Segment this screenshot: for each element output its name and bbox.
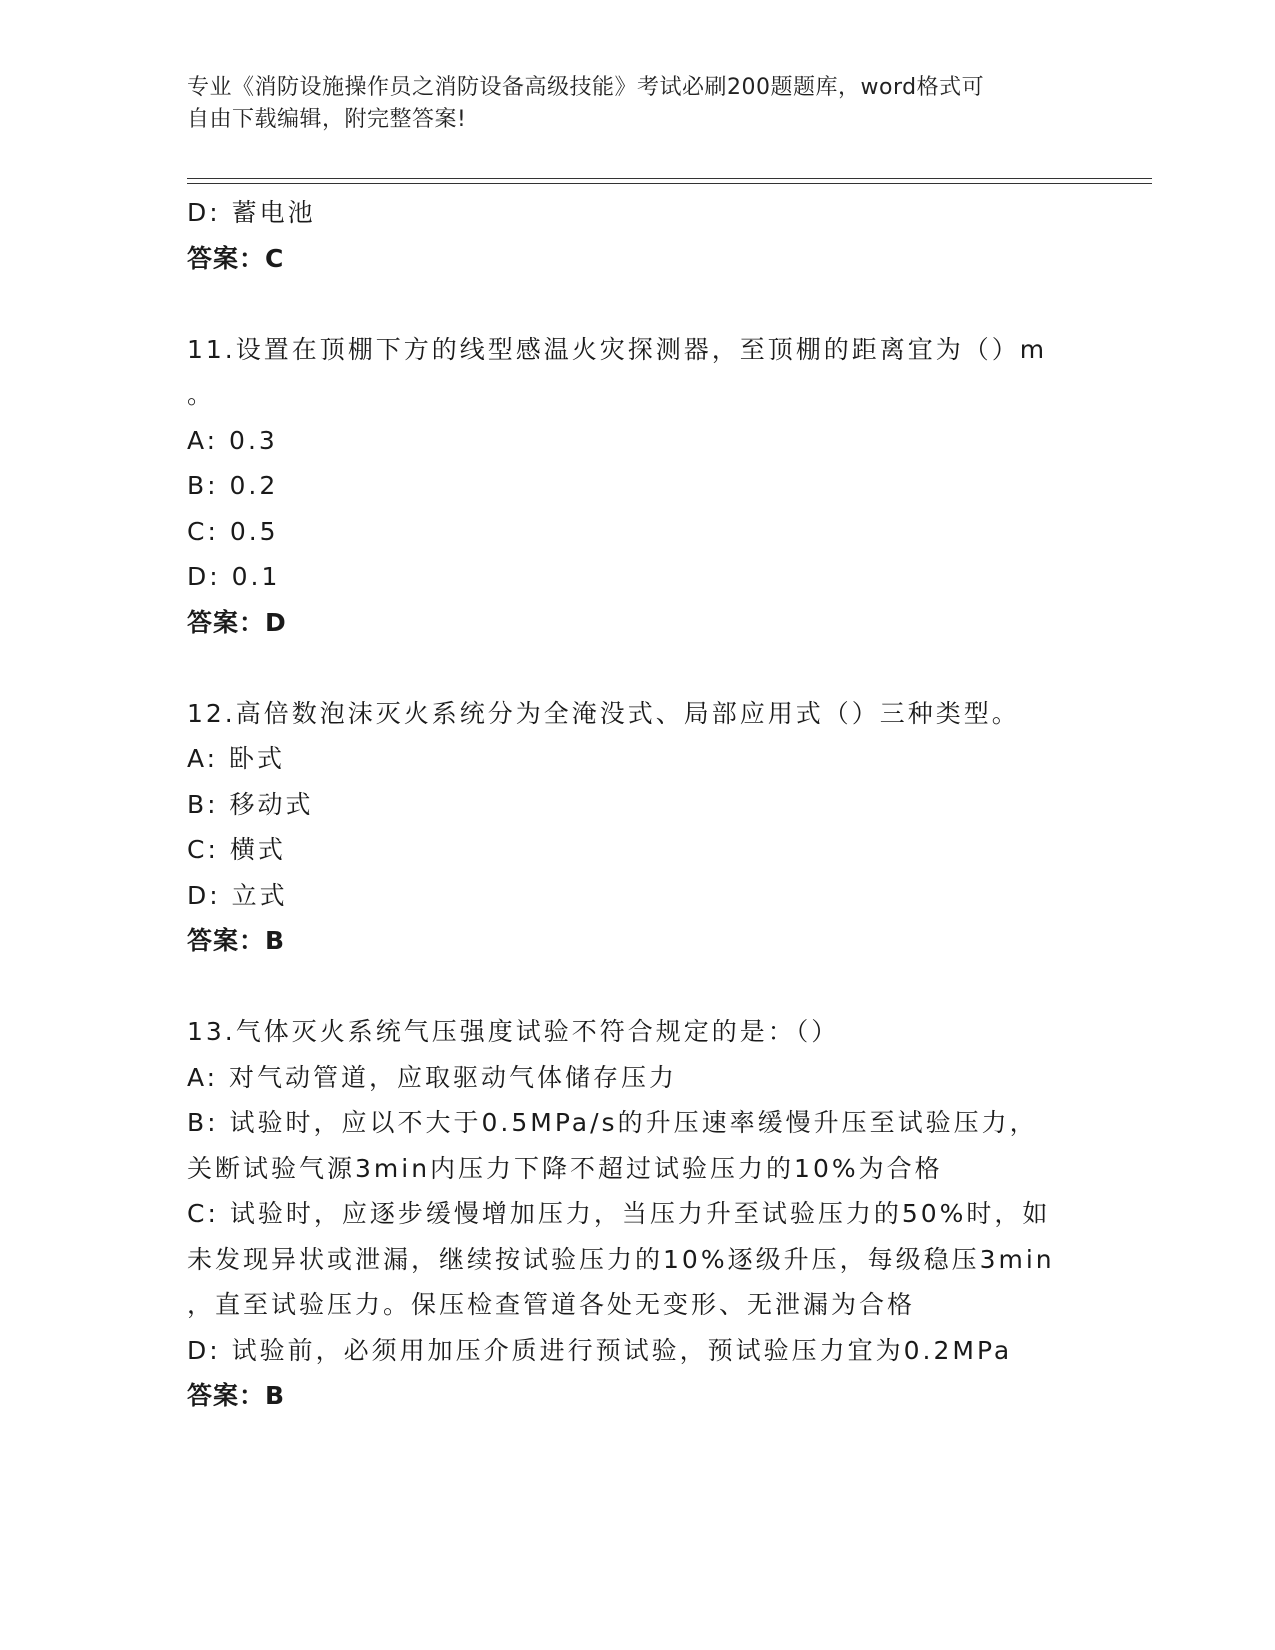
option-b: B: 0.2 (187, 471, 279, 500)
spacer (187, 281, 1087, 327)
spacer (187, 645, 1087, 691)
question-stem: 12.高倍数泡沫灭火系统分为全淹没式、局部应用式（）三种类型。 (187, 698, 1020, 728)
prev-option-d: D: 蓄电池 (187, 198, 316, 227)
header-line-1: 专业《消防设施操作员之消防设备高级技能》考试必刷200题题库，word格式可 (187, 75, 985, 100)
header-line-2: 自由下载编辑，附完整答案! (187, 107, 467, 132)
option-d: D: 立式 (187, 880, 288, 910)
option-c: C: 0.5 (187, 516, 279, 546)
question-stem-continuation: 。 (187, 380, 216, 409)
option-a: A: 卧式 (187, 744, 286, 773)
option-a: A: 对气动管道，应取驱动气体储存压力 (187, 1062, 678, 1092)
option-d: D: 试验前，必须用加压介质进行预试验，预试验压力宜为0.2MPa (187, 1335, 1013, 1365)
prev-answer: 答案：C (187, 243, 285, 273)
option-a: A: 0.3 (187, 425, 278, 455)
answer: 答案：D (187, 607, 287, 637)
question-stem: 13.气体灭火系统气压强度试验不符合规定的是：（） (187, 1017, 840, 1046)
question-stem: 11.设置在顶棚下方的线型感温火灾探测器，至顶棚的距离宜为（）m (187, 334, 1048, 364)
answer: 答案：B (187, 1381, 286, 1410)
header-divider-bottom (187, 183, 1152, 184)
document-header (187, 72, 1067, 136)
option-c-continuation: 未发现异状或泄漏，继续按试验压力的10%逐级升压，每级稳压3min (187, 1244, 1055, 1274)
question-13 (187, 1009, 1087, 1419)
option-d: D: 0.1 (187, 562, 281, 591)
question-content (187, 190, 1087, 1419)
spacer (187, 964, 1087, 1010)
option-b: B: 移动式 (187, 789, 314, 819)
option-b: B: 试验时，应以不大于0.5MPa/s的升压速率缓慢升压至试验压力， (187, 1108, 1038, 1137)
question-11 (187, 327, 1087, 646)
option-c: C: 横式 (187, 835, 286, 864)
option-c: C: 试验时，应逐步缓慢增加压力，当压力升至试验压力的50%时，如 (187, 1199, 1051, 1228)
question-12 (187, 691, 1087, 964)
header-divider-top (187, 178, 1152, 179)
option-c-continuation: ，直至试验压力。保压检查管道各处无变形、无泄漏为合格 (187, 1290, 916, 1319)
answer: 答案：B (187, 926, 286, 955)
option-b-continuation: 关断试验气源3min内压力下降不超过试验压力的10%为合格 (187, 1153, 943, 1183)
